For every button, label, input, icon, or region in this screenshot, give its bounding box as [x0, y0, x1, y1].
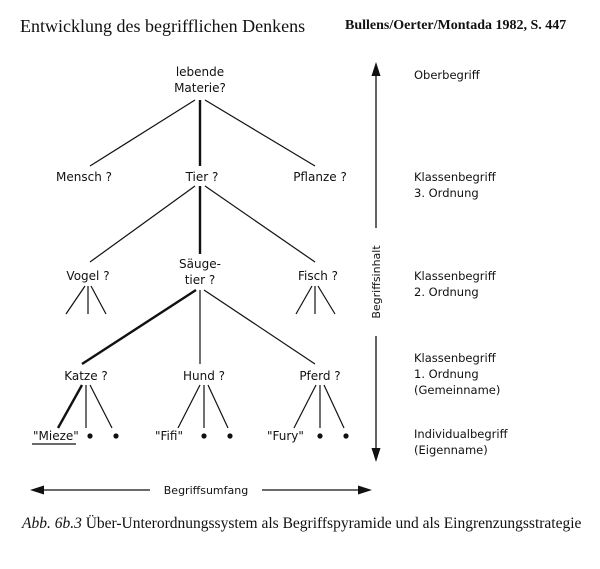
edge-tier-fisch	[205, 186, 315, 262]
node-pferd: Pferd ?	[299, 369, 341, 383]
node-katze: Katze ?	[64, 369, 108, 383]
node-saeugetier-line1: Säuge-	[179, 257, 221, 271]
edge-tier-vogel	[90, 186, 195, 262]
leaf-dot	[227, 433, 232, 438]
node-saeugetier-line2: tier ?	[184, 273, 216, 287]
node-root-line1: lebende	[175, 65, 225, 79]
node-hund: Hund ?	[182, 369, 226, 383]
leaf-dot	[87, 433, 92, 438]
level-klasse1-line1: Klassenbegriff	[414, 351, 496, 365]
node-vogel: Vogel ?	[66, 269, 110, 283]
edge-katze-mieze	[58, 385, 82, 428]
horizontal-axis	[30, 484, 372, 497]
header-title: Entwicklung des begrifflichen Denkens	[20, 16, 306, 36]
header-source: Bullens/Oerter/Montada 1982, S. 447	[345, 18, 567, 33]
figure-caption-text: Über-Unterordnungssystem als Begriffspyramide und als Eingrenzungsstrategie	[81, 515, 582, 532]
edge-vogel-1	[66, 286, 85, 314]
edge-hund-1	[178, 385, 200, 428]
leaf-dot	[317, 433, 322, 438]
level-individual-line2: (Eigenname)	[414, 443, 488, 457]
edge-vogel-3	[91, 286, 106, 314]
leaf-dot	[113, 433, 118, 438]
node-root-line2: Materie?	[174, 81, 226, 95]
edge-saeugetier-pferd	[204, 290, 315, 364]
edge-fisch-3	[318, 286, 335, 314]
vertical-axis-label: Begriffsinhalt	[370, 245, 383, 319]
level-klasse2-line1: Klassenbegriff	[414, 269, 496, 283]
arrow-up-icon	[372, 62, 381, 76]
arrow-down-icon	[372, 448, 381, 462]
level-individual-line1: Individualbegriff	[414, 427, 508, 441]
edge-hund-3	[208, 385, 228, 428]
arrow-right-icon	[358, 486, 372, 495]
node-fifi: "Fifi"	[155, 429, 183, 443]
leaf-dots	[87, 433, 348, 438]
level-labels	[414, 68, 509, 457]
level-klasse3-line1: Klassenbegriff	[414, 170, 496, 184]
horizontal-axis-label: Begriffsumfang	[163, 484, 249, 497]
node-fisch: Fisch ?	[297, 269, 339, 283]
level-klasse1-line3: (Gemeinname)	[414, 383, 501, 397]
level-klasse2-line2: 2. Ordnung	[414, 285, 479, 299]
node-mensch: Mensch ?	[56, 170, 112, 184]
edge-root-mensch	[90, 100, 195, 166]
node-tier: Tier ?	[185, 170, 219, 184]
figure-caption	[22, 515, 582, 533]
edge-katze-3	[90, 385, 112, 428]
leaf-dot	[201, 433, 206, 438]
edge-fisch-1	[296, 286, 312, 314]
arrow-left-icon	[30, 486, 44, 495]
level-oberbegriff: Oberbegriff	[414, 68, 480, 82]
node-mieze: "Mieze"	[33, 429, 79, 443]
edge-pferd-1	[294, 385, 316, 428]
node-fury: "Fury"	[267, 429, 304, 443]
leaf-dot	[343, 433, 348, 438]
level-klasse1-line2: 1. Ordnung	[414, 367, 479, 381]
figure-number: Abb. 6b.3	[22, 515, 82, 532]
node-pflanze: Pflanze ?	[293, 170, 347, 184]
level-klasse3-line2: 3. Ordnung	[414, 186, 479, 200]
edge-root-pflanze	[205, 100, 315, 166]
edge-pferd-3	[324, 385, 344, 428]
vertical-axis	[370, 62, 383, 462]
